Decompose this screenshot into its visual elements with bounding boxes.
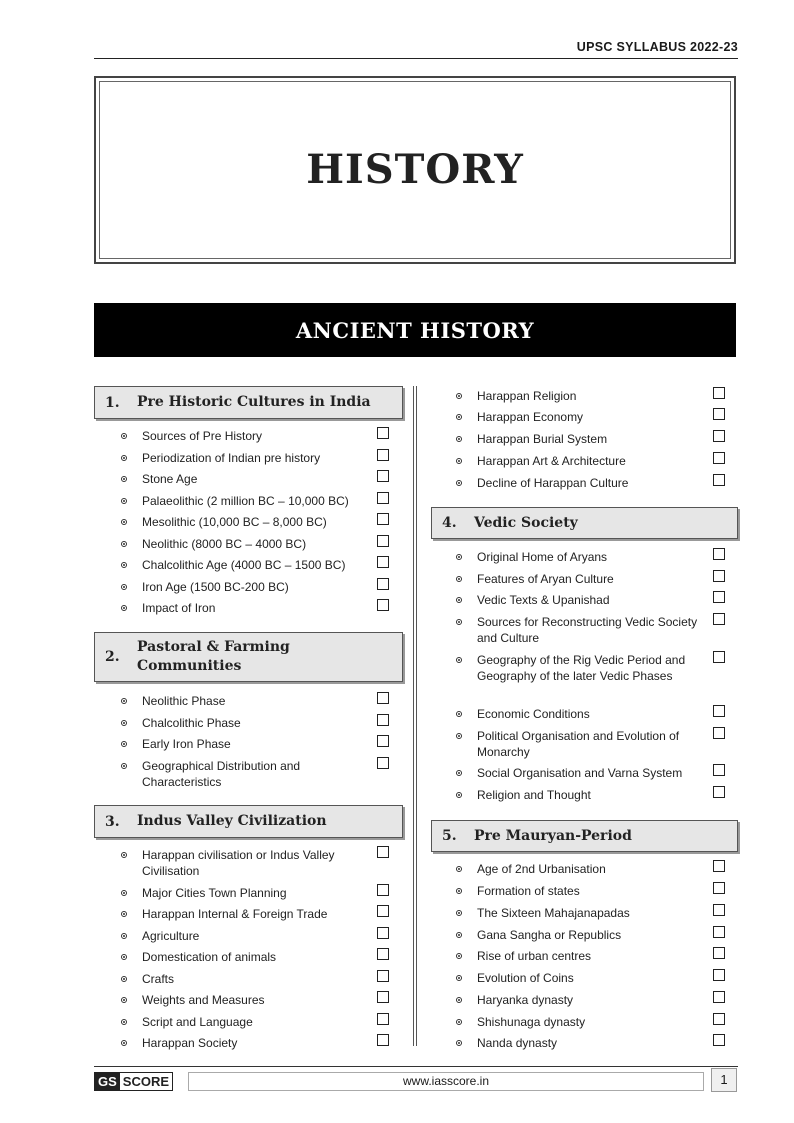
bullet-icon [121, 911, 127, 917]
syllabus-item: Palaeolithic (2 million BC – 10,000 BC) [142, 494, 349, 508]
title-box [94, 76, 736, 264]
syllabus-item: Stone Age [142, 472, 198, 486]
syllabus-item: Sources for Reconstructing Vedic Society and Culture [477, 615, 698, 645]
section-number: 2. [105, 649, 120, 665]
section-title: Pre Mauryan-Period [474, 827, 632, 844]
syllabus-item: Haryanka dynasty [477, 993, 574, 1007]
bullet-icon [121, 741, 127, 747]
checkbox[interactable] [713, 548, 725, 560]
syllabus-item: Domestication of animals [142, 950, 277, 964]
section-title: Vedic Society [474, 514, 578, 531]
bullet-icon [456, 1040, 462, 1046]
bullet-icon [456, 480, 462, 486]
checkbox[interactable] [713, 904, 725, 916]
bullet-icon [456, 733, 462, 739]
syllabus-item: Harappan Internal & Foreign Trade [142, 907, 328, 921]
checkbox[interactable] [377, 599, 389, 611]
checkbox[interactable] [377, 692, 389, 704]
syllabus-item: Chalcolithic Phase [142, 716, 241, 730]
syllabus-item: Weights and Measures [142, 993, 265, 1007]
checkbox[interactable] [377, 970, 389, 982]
syllabus-item: Decline of Harappan Culture [477, 476, 629, 490]
bullet-icon [456, 953, 462, 959]
checkbox[interactable] [713, 452, 725, 464]
bullet-icon [121, 763, 127, 769]
checkbox[interactable] [713, 947, 725, 959]
syllabus-item: Neolithic Phase [142, 694, 226, 708]
checkbox[interactable] [713, 1013, 725, 1025]
syllabus-item: Script and Language [142, 1015, 253, 1029]
bullet-icon [456, 792, 462, 798]
checkbox[interactable] [713, 408, 725, 420]
bullet-icon [121, 852, 127, 858]
bullet-icon [456, 866, 462, 872]
bullet-icon [456, 458, 462, 464]
section-number: 5. [442, 828, 457, 844]
checkbox[interactable] [713, 387, 725, 399]
syllabus-item: Harappan Economy [477, 410, 584, 424]
syllabus-item: Crafts [142, 972, 175, 986]
bullet-icon [121, 1019, 127, 1025]
checkbox[interactable] [713, 991, 725, 1003]
section-header-2 [94, 632, 403, 682]
checkbox[interactable] [377, 1013, 389, 1025]
syllabus-item: Original Home of Aryans [477, 550, 608, 564]
bullet-icon [121, 698, 127, 704]
bullet-icon [456, 393, 462, 399]
syllabus-item: Periodization of Indian pre history [142, 451, 321, 465]
checkbox[interactable] [713, 613, 725, 625]
gs-score-logo [94, 1072, 173, 1091]
bullet-icon [121, 720, 127, 726]
bullet-icon [121, 890, 127, 896]
syllabus-item: Political Organisation and Evolution of Monarchy [477, 729, 680, 759]
logo-gs-text: GS [95, 1073, 120, 1090]
bullet-icon [456, 436, 462, 442]
checkbox[interactable] [713, 705, 725, 717]
syllabus-item: Sources of Pre History [142, 429, 263, 443]
section-number: 4. [442, 515, 457, 531]
bullet-icon [456, 932, 462, 938]
section-header-3 [94, 805, 403, 838]
checkbox[interactable] [377, 735, 389, 747]
checkbox[interactable] [713, 969, 725, 981]
checkbox[interactable] [377, 927, 389, 939]
page-title: HISTORY [306, 146, 524, 193]
checkbox[interactable] [713, 764, 725, 776]
syllabus-item: Features of Aryan Culture [477, 572, 614, 586]
bullet-icon [121, 605, 127, 611]
checkbox[interactable] [377, 991, 389, 1003]
syllabus-item: Evolution of Coins [477, 971, 574, 985]
checkbox[interactable] [377, 714, 389, 726]
section-header-5 [431, 507, 738, 539]
syllabus-item: Iron Age (1500 BC-200 BC) [142, 580, 289, 594]
checkbox[interactable] [377, 846, 389, 858]
syllabus-item: Neolithic (8000 BC – 4000 BC) [142, 537, 307, 551]
bullet-icon [121, 1040, 127, 1046]
bullet-icon [121, 455, 127, 461]
bullet-icon [456, 770, 462, 776]
syllabus-item: Nanda dynasty [477, 1036, 558, 1050]
checkbox[interactable] [713, 570, 725, 582]
checkbox[interactable] [377, 513, 389, 525]
section-number: 3. [105, 813, 120, 830]
syllabus-item: Harappan Religion [477, 389, 577, 403]
checkbox[interactable] [713, 474, 725, 486]
syllabus-item: Shishunaga dynasty [477, 1015, 586, 1029]
bullet-icon [121, 954, 127, 960]
bullet-icon [456, 997, 462, 1003]
checkbox[interactable] [377, 757, 389, 769]
checkbox[interactable] [713, 727, 725, 739]
bullet-icon [121, 541, 127, 547]
bullet-icon [121, 433, 127, 439]
syllabus-item: Impact of Iron [142, 601, 216, 615]
bullet-icon [121, 933, 127, 939]
section-title: Pre Historic Cultures in India [137, 394, 371, 410]
syllabus-item: Early Iron Phase [142, 737, 231, 751]
section-title: Pastoral & Farming Communities [137, 639, 290, 674]
bullet-icon [456, 619, 462, 625]
syllabus-item: Age of 2nd Urbanisation [477, 862, 606, 876]
syllabus-item: Harappan Art & Architecture [477, 454, 626, 468]
checkbox[interactable] [713, 430, 725, 442]
syllabus-item: Formation of states [477, 884, 580, 898]
syllabus-item: Vedic Texts & Upanishad [477, 593, 610, 607]
checkbox[interactable] [377, 556, 389, 568]
checkbox[interactable] [713, 1034, 725, 1046]
section-banner: ANCIENT HISTORY [94, 303, 736, 357]
section-header-6 [431, 820, 738, 852]
checkbox[interactable] [377, 1034, 389, 1046]
syllabus-item: Geographical Distribution and Characteristics [142, 759, 301, 789]
bullet-icon [456, 597, 462, 603]
checkbox[interactable] [377, 884, 389, 896]
checkbox[interactable] [713, 651, 725, 663]
checkbox[interactable] [377, 578, 389, 590]
bullet-icon [121, 498, 127, 504]
syllabus-item: Agriculture [142, 929, 200, 943]
syllabus-item: Economic Conditions [477, 707, 590, 721]
checkbox[interactable] [713, 786, 725, 798]
page-number: 1 [711, 1068, 737, 1092]
syllabus-header-label: UPSC SYLLABUS 2022-23 [576, 40, 738, 54]
bullet-icon [456, 657, 462, 663]
checkbox[interactable] [377, 948, 389, 960]
syllabus-item: Harappan civilisation or Indus Valley Civilisation [142, 848, 335, 878]
syllabus-item: Major Cities Town Planning [142, 886, 287, 900]
bullet-icon [456, 554, 462, 560]
checkbox[interactable] [713, 882, 725, 894]
bullet-icon [121, 584, 127, 590]
checkbox[interactable] [377, 535, 389, 547]
syllabus-item: Social Organisation and Varna System [477, 766, 683, 780]
syllabus-item: Chalcolithic Age (4000 BC – 1500 BC) [142, 558, 346, 572]
checkbox[interactable] [377, 449, 389, 461]
syllabus-item: Mesolithic (10,000 BC – 8,000 BC) [142, 515, 327, 529]
checkbox[interactable] [713, 926, 725, 938]
bullet-icon [456, 576, 462, 582]
syllabus-item: Geography of the Rig Vedic Period and Geography of the later Vedic Phases [477, 653, 686, 683]
footer-url[interactable]: www.iasscore.in [188, 1072, 704, 1091]
bullet-icon [456, 414, 462, 420]
checkbox[interactable] [377, 427, 389, 439]
section-number: 1. [105, 394, 120, 411]
bullet-icon [456, 1019, 462, 1025]
checkbox[interactable] [713, 860, 725, 872]
bullet-icon [121, 562, 127, 568]
bullet-icon [456, 975, 462, 981]
bullet-icon [121, 476, 127, 482]
syllabus-item: Religion and Thought [477, 788, 591, 802]
logo-score-text: SCORE [120, 1073, 172, 1090]
syllabus-item: Gana Sangha or Republics [477, 928, 622, 942]
checkbox[interactable] [377, 492, 389, 504]
bullet-icon [121, 997, 127, 1003]
bullet-icon [121, 519, 127, 525]
footer-rule [94, 1066, 738, 1067]
section-title: Indus Valley Civilization [137, 813, 327, 829]
bullet-icon [456, 888, 462, 894]
checkbox[interactable] [713, 591, 725, 603]
checkbox[interactable] [377, 905, 389, 917]
syllabus-item: Harappan Burial System [477, 432, 608, 446]
checkbox[interactable] [377, 470, 389, 482]
header-rule [94, 58, 738, 59]
syllabus-item: Harappan Society [142, 1036, 238, 1050]
syllabus-item: Rise of urban centres [477, 949, 592, 963]
column-divider [413, 386, 417, 1046]
bullet-icon [456, 711, 462, 717]
bullet-icon [456, 910, 462, 916]
section-header-1 [94, 386, 403, 419]
syllabus-item: The Sixteen Mahajanapadas [477, 906, 630, 920]
bullet-icon [121, 976, 127, 982]
